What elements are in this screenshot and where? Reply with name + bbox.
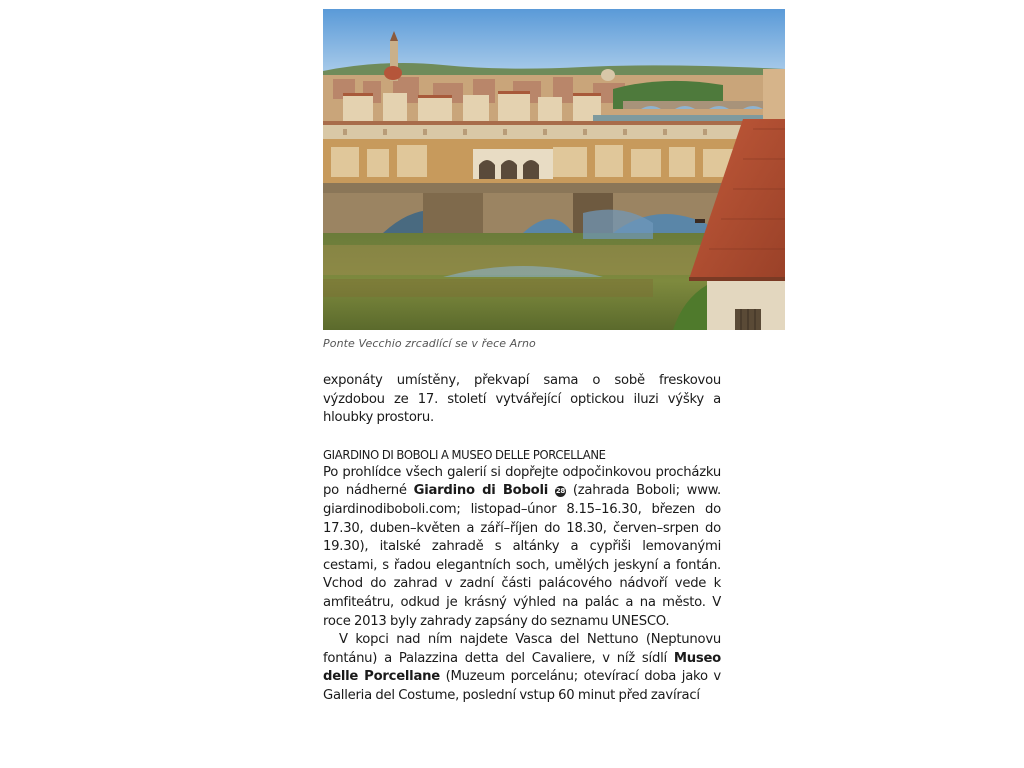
section-heading: GIARDINO DI BOBOLI A MUSEO DELLE PORCELLANE [323, 446, 606, 462]
map-number-badge: 28 [555, 487, 566, 496]
museo-details-text: (Muzeum porcelánu; otevírací doba jako v Galleria del Costume, poslední vstup 60 minut před zavírací [323, 669, 721, 703]
boboli-intro-text: Po prohlídce všech galerií si dopřejte odpočinkovou procházku po nádherné [323, 464, 721, 499]
paragraph-continuation: exponáty umístěny, překvapí sama o sobě freskovou výzdobou ze 17. století vytvářející optickou iluzi výšky a hloubky prostoru. [323, 373, 721, 426]
paragraph-boboli [323, 464, 721, 631]
museo-intro-text: V kopci nad ním najdete Vasca del Nettuno (Neptunovu fontánu) a Palazzina detta del Cavaliere, v níž sídlí [323, 632, 721, 666]
boboli-details-text: (zahrada Boboli; www. giardinodiboboli.com; listopad–únor 8.15–16.30, březen do 17.30, duben–květen a září–říjen do 18.30, červen–srpen do 19.30), italské zahradě s altánky a cypřiši lemovanými cestami, s řadou elegantních soch, umělých jeskyní a fontán. Vchod do zahrad v zadní části palácového nádvoří vede k amfiteátru, odkud je krásný výhled na palác a na město. V roce 2013 byly zahrady zapsány do seznamu UNESCO. [323, 483, 721, 629]
ponte-vecchio-photo [323, 9, 785, 330]
museo-name: Museo delle Porcellane [323, 650, 721, 685]
boboli-name: Giardino di Boboli [413, 483, 549, 499]
photo-caption: Ponte Vecchio zrcadlící se v řece Arno [323, 337, 536, 350]
article-body [323, 372, 721, 706]
page-content [323, 9, 721, 706]
paragraph-museo [323, 631, 721, 705]
